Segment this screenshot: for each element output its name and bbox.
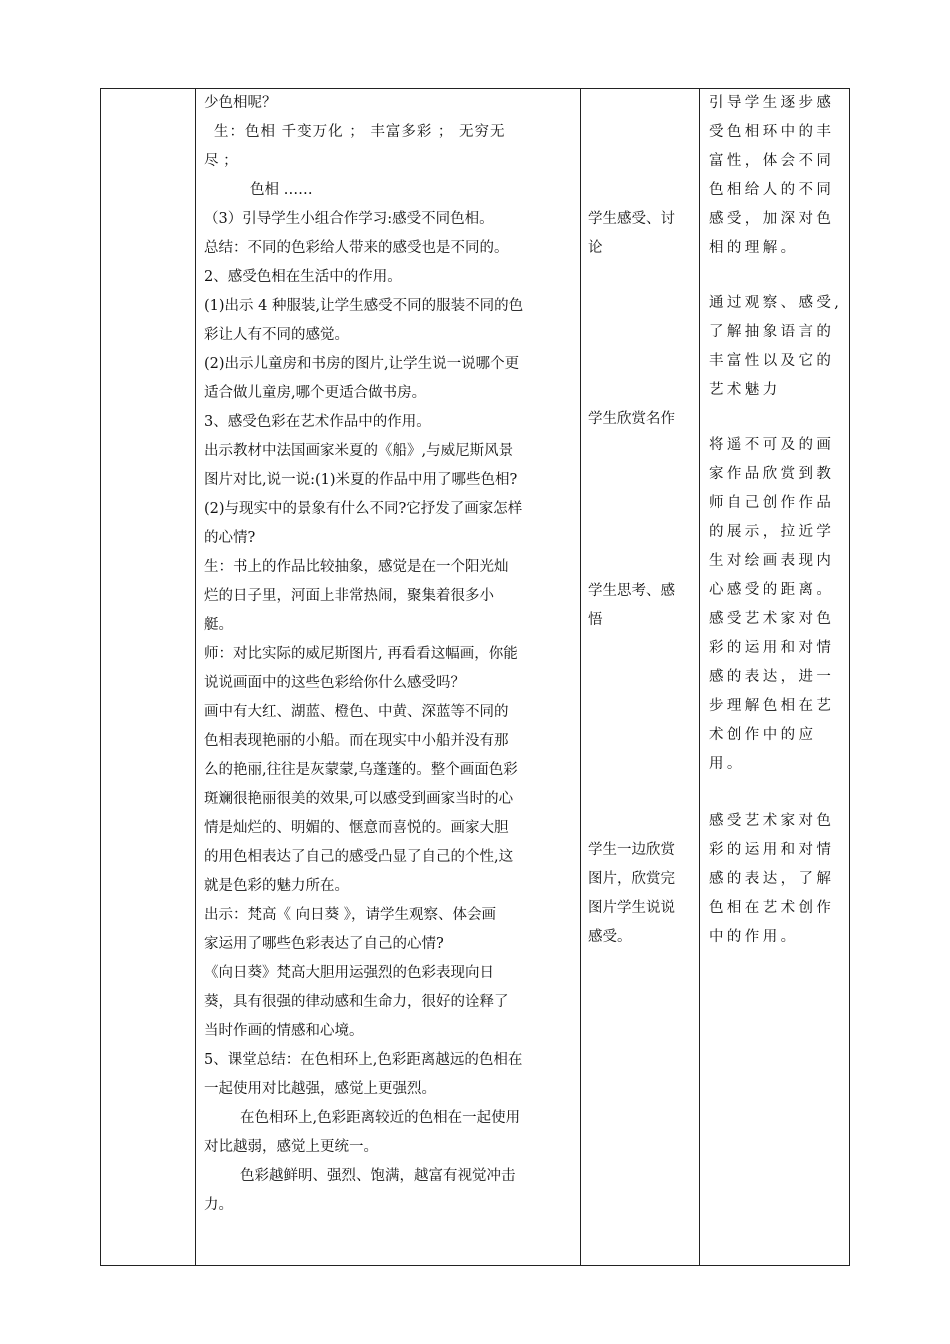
intent-line: 感受艺术家对色 bbox=[709, 611, 835, 627]
activity-line: 图片学生说说 bbox=[588, 900, 675, 916]
intent-line: 富性，体会不同 bbox=[709, 153, 835, 169]
column-divider-2 bbox=[580, 89, 581, 1265]
intent-line: 色相给人的不同 bbox=[709, 182, 835, 198]
content-line: 烂的日子里，河面上非常热闹，聚集着很多小 bbox=[204, 588, 494, 604]
content-line: 少色相呢？ bbox=[204, 95, 277, 111]
column-divider-3 bbox=[699, 89, 700, 1265]
activity-block-1 bbox=[588, 205, 696, 263]
design-intent-cell bbox=[709, 89, 845, 1259]
intent-line: 引导学生逐步感 bbox=[709, 95, 835, 111]
activity-block-4 bbox=[588, 836, 696, 952]
content-line: 斑斓很艳丽很美的效果,可以感受到画家当时的心 bbox=[204, 791, 514, 807]
content-line: 么的艳丽,往往是灰蒙蒙,乌蓬蓬的。整个画面色彩 bbox=[204, 762, 518, 778]
activity-line: 论 bbox=[588, 240, 603, 256]
content-line: （3）引导学生小组合作学习:感受不同色相。 bbox=[204, 211, 494, 227]
content-line: 情是灿烂的、明媚的、惬意而喜悦的。画家大胆 bbox=[204, 820, 509, 836]
content-line: 生：色相 千变万化 ； 丰富多彩 ； 无穷无 bbox=[214, 124, 506, 140]
intent-line: 步理解色相在艺 bbox=[709, 698, 835, 714]
content-line: 家运用了哪些色彩表达了自己的心情? bbox=[204, 936, 444, 952]
content-line: 出示教材中法国画家米夏的《船》,与威尼斯风景 bbox=[204, 443, 514, 459]
intent-line: 丰富性以及它的 bbox=[709, 353, 835, 369]
intent-line: 彩的运用和对情 bbox=[709, 842, 835, 858]
intent-block-2 bbox=[709, 289, 845, 405]
content-line: 的用色相表达了自己的感受凸显了自己的个性,这 bbox=[204, 849, 514, 865]
activity-line: 学生欣赏名作 bbox=[588, 411, 675, 427]
content-line: 说说画面中的这些色彩给你什么感受吗？ bbox=[204, 675, 465, 691]
intent-line: 用。 bbox=[709, 756, 745, 772]
content-line: 就是色彩的魅力所在。 bbox=[204, 878, 349, 894]
content-line: 画中有大红、湖蓝、橙色、中黄、深蓝等不同的 bbox=[204, 704, 509, 720]
intent-line: 色相在艺术创作 bbox=[709, 900, 835, 916]
intent-line: 中的作用。 bbox=[709, 929, 799, 945]
lesson-plan-table bbox=[100, 88, 850, 1266]
intent-line: 生对绘画表现内 bbox=[709, 553, 835, 569]
intent-line: 将遥不可及的画 bbox=[709, 437, 835, 453]
content-line: 尽 ； bbox=[204, 153, 238, 169]
content-line: 师：对比实际的威尼斯图片, 再看看这幅画，你能 bbox=[204, 646, 518, 662]
content-line: 在色相环上,色彩距离较近的色相在一起使用 bbox=[240, 1110, 521, 1126]
content-line: 色相表现艳丽的小船。而在现实中小船并没有那 bbox=[204, 733, 509, 749]
content-line: 生：书上的作品比较抽象，感觉是在一个阳光灿 bbox=[204, 559, 509, 575]
content-line: (2)与现实中的景象有什么不同?它抒发了画家怎样 bbox=[204, 501, 523, 517]
content-line: (1)出示 4 种服装,让学生感受不同的服装不同的色 bbox=[204, 298, 524, 314]
activity-line: 学生一边欣赏 bbox=[588, 842, 675, 858]
content-line: 葵，具有很强的律动感和生命力，很好的诠释了 bbox=[204, 994, 509, 1010]
content-line: 图片对比,说一说:(1)米夏的作品中用了哪些色相? bbox=[204, 472, 518, 488]
content-line: 3、感受色彩在艺术作品中的作用。 bbox=[204, 414, 431, 430]
intent-line: 感受艺术家对色 bbox=[709, 813, 835, 829]
intent-line: 的展示，拉近学 bbox=[709, 524, 835, 540]
intent-line: 家作品欣赏到教 bbox=[709, 466, 835, 482]
intent-block-1 bbox=[709, 89, 845, 263]
intent-line: 感受，加深对色 bbox=[709, 211, 835, 227]
activity-block-2 bbox=[588, 405, 696, 434]
content-line: 适合做儿童房,哪个更适合做书房。 bbox=[204, 385, 427, 401]
intent-line: 术创作中的应 bbox=[709, 727, 817, 743]
intent-line: 师自己创作作品 bbox=[709, 495, 835, 511]
content-line: 5、课堂总结：在色相环上,色彩距离越远的色相在 bbox=[204, 1052, 523, 1068]
intent-line: 彩的运用和对情 bbox=[709, 640, 835, 656]
intent-line: 心感受的距离。 bbox=[709, 582, 835, 598]
intent-line: 通过观察、感受, bbox=[709, 295, 843, 311]
activity-block-3 bbox=[588, 577, 696, 635]
content-line: 《向日葵》梵高大胆用运强烈的色彩表现向日 bbox=[204, 965, 494, 981]
intent-line: 受色相环中的丰 bbox=[709, 124, 835, 140]
content-line: 2、感受色相在生活中的作用。 bbox=[204, 269, 402, 285]
content-line: 总结：不同的色彩给人带来的感受也是不同的。 bbox=[204, 240, 509, 256]
content-line: 色相 …… bbox=[250, 182, 313, 198]
content-line: 艇。 bbox=[204, 617, 233, 633]
intent-line: 感的表达，进一 bbox=[709, 669, 835, 685]
activity-line: 悟 bbox=[588, 612, 603, 628]
activity-line: 学生思考、感 bbox=[588, 583, 675, 599]
activity-line: 图片，欣赏完 bbox=[588, 871, 675, 887]
content-line: 当时作画的情感和心境。 bbox=[204, 1023, 364, 1039]
content-line: 对比越弱，感觉上更统一。 bbox=[204, 1139, 378, 1155]
content-line: 彩让人有不同的感觉。 bbox=[204, 327, 349, 343]
content-line: 色彩越鲜明、强烈、饱满，越富有视觉冲击 bbox=[240, 1168, 516, 1184]
activity-line: 感受。 bbox=[588, 929, 632, 945]
intent-block-3 bbox=[709, 431, 845, 779]
content-line: 力。 bbox=[204, 1197, 233, 1213]
intent-block-4 bbox=[709, 807, 845, 952]
content-line: (2)出示儿童房和书房的图片,让学生说一说哪个更 bbox=[204, 356, 520, 372]
content-line: 出示：梵高《 向日葵 》，请学生观察、体会画 bbox=[204, 907, 496, 923]
intent-line: 了解抽象语言的 bbox=[709, 324, 835, 340]
student-activity-cell bbox=[588, 89, 696, 1259]
teaching-content-cell bbox=[204, 89, 576, 1220]
intent-line: 艺术魅力 bbox=[709, 382, 781, 398]
activity-line: 学生感受、讨 bbox=[588, 211, 675, 227]
intent-line: 感的表达，了解 bbox=[709, 871, 835, 887]
content-line: 一起使用对比越强，感觉上更强烈。 bbox=[204, 1081, 436, 1097]
content-line: 的心情? bbox=[204, 530, 256, 546]
column-divider-1 bbox=[195, 89, 196, 1265]
intent-line: 相的理解。 bbox=[709, 240, 799, 256]
